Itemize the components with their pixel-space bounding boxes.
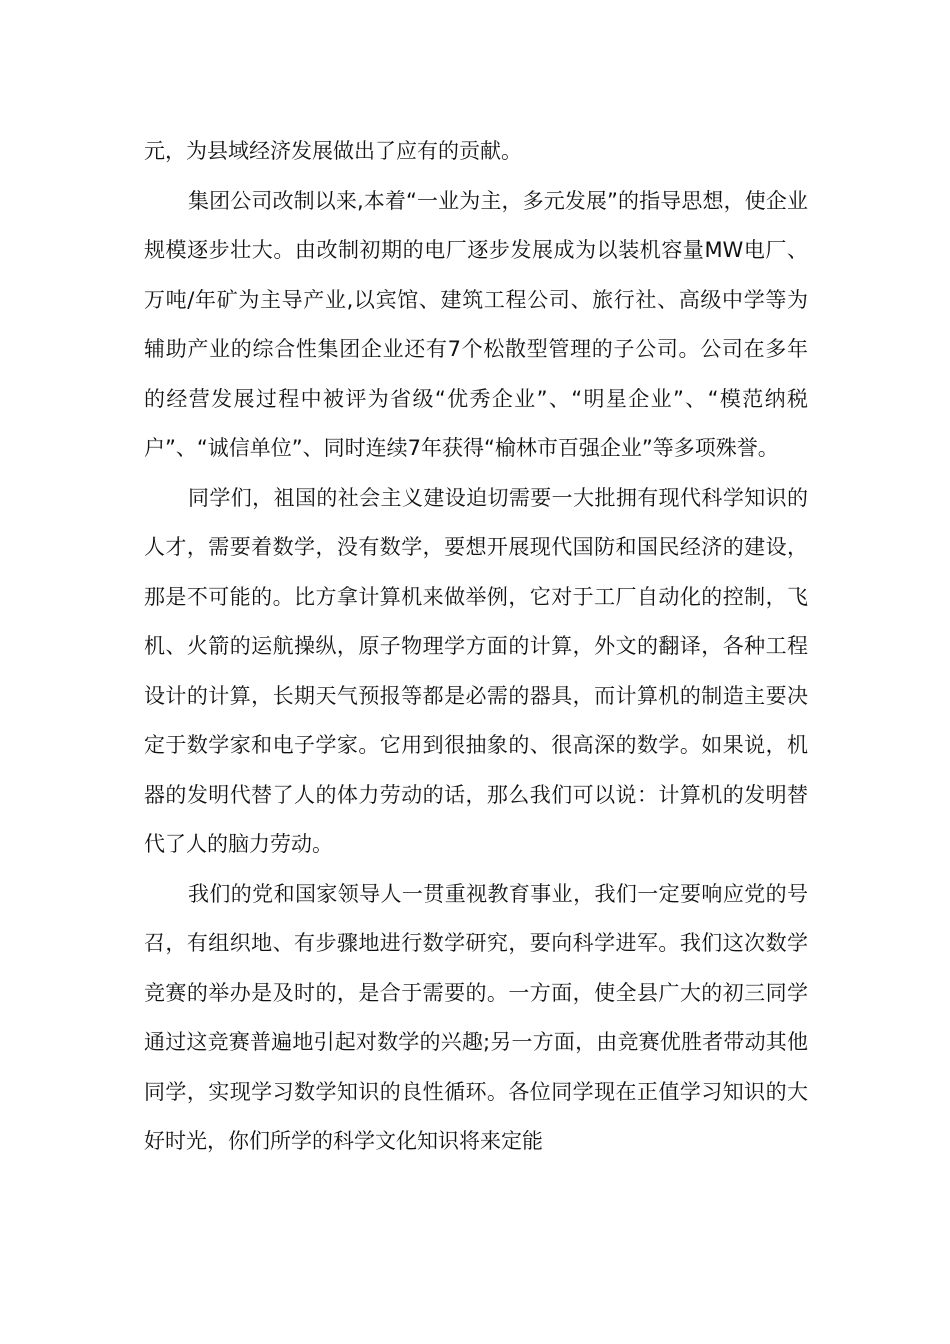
paragraph-3: 同学们，祖国的社会主义建设迫切需要一大批拥有现代科学知识的人才，需要着数学，没有数学，要想开展现代国防和国民经济的建设，那是不可能的。比方拿计算机来做举例，它对于工厂自动化的控制，飞机、火箭的运航操纵，原子物理学方面的计算，外文的翻译，各种工程设计的计算，长期天气预报等都是必需的器具，而计算机的制造主要决定于数学家和电子学家。它用到很抽象的、很高深的数学。如果说，机器的发明代替了人的体力劳动的话，那么我们可以说：计算机的发明替代了人的脑力劳动。 [144, 485, 808, 856]
paragraph-1: 元，为县域经济发展做出了应有的贡献。 [144, 139, 522, 163]
paragraph-2: 集团公司改制以来,本着“一业为主，多元发展”的指导思想，使企业规模逐步壮大。由改制初期的电厂逐步发展成为以装机容量MW电厂、万吨/年矿为主导产业,以宾馆、建筑工程公司、旅行社、高级中学等为辅助产业的综合性集团企业还有7个松散型管理的子公司。公司在多年的经营发展过程中被评为省级“优秀企业”、“明星企业”、“模范纳税户”、“诚信单位”、同时连续7年获得“榆林市百强企业”等多项殊誉。 [144, 188, 808, 460]
paragraph-4: 我们的党和国家领导人一贯重视教育事业，我们一定要响应党的号召，有组织地、有步骤地进行数学研究，要向科学进军。我们这次数学竞赛的举办是及时的，是合于需要的。一方面，使全县广大的初三同学通过这竞赛普遍地引起对数学的兴趣;另一方面，由竞赛优胜者带动其他同学，实现学习数学知识的良性循环。各位同学现在正值学习知识的大好时光，你们所学的科学文化知识将来定能 [144, 881, 808, 1153]
document-body [144, 127, 808, 1167]
